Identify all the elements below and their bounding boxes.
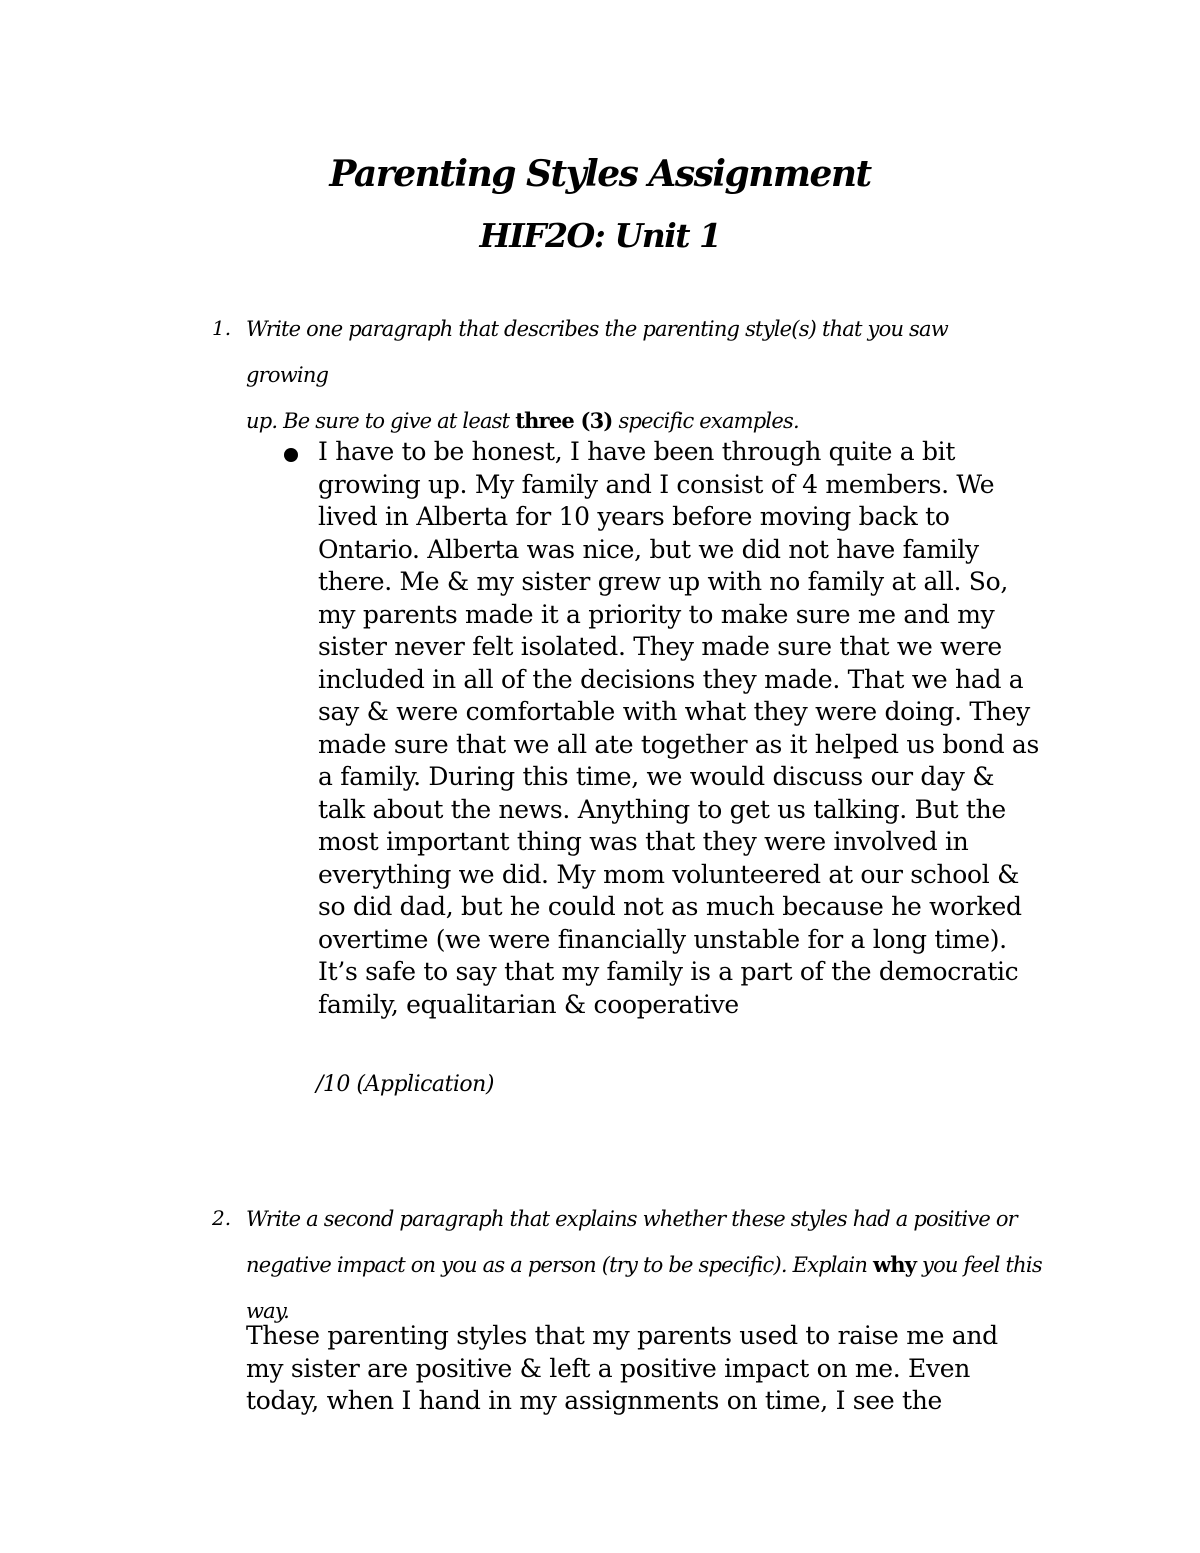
answer-line: sister never felt isolated. They made sure that we were: [318, 632, 1002, 661]
question-2-prompt-line2-end: you feel this: [922, 1253, 1042, 1277]
question-1-number: 1.: [212, 316, 232, 340]
answer-line: These parenting styles that my parents used to raise me and: [246, 1321, 998, 1350]
answer-line: lived in Alberta for 10 years before moving back to: [318, 502, 950, 531]
question-1-prompt-line2-start: up. Be sure to give at least: [246, 409, 510, 433]
document-title: Parenting Styles Assignment: [329, 153, 871, 195]
answer-line: made sure that we all ate together as it helped us bond as: [318, 729, 1040, 759]
question-1-prompt-line1: Write one paragraph that describes the parenting style(s) that you saw growing: [246, 317, 948, 387]
answer-line: talk about the news. Anything to get us talking. But the: [318, 794, 1006, 824]
answer-line: I have to be honest, I have been through quite a bit: [318, 437, 956, 466]
answer-line: family, equalitarian & cooperative: [318, 989, 739, 1019]
answer-line: today, when I hand in my assignments on time, I see the: [246, 1386, 943, 1415]
answer-line: everything we did. My mom volunteered at our school &: [318, 859, 1020, 889]
answer-line: It’s safe to say that my family is a part of the democratic: [318, 957, 1019, 986]
answer-line: there. Me & my sister grew up with no family at all. So,: [318, 567, 1008, 596]
bullet-icon: [284, 448, 298, 462]
answer-line: say & were comfortable with what they were doing. They: [318, 697, 1030, 726]
answer-line: overtime (we were financially unstable for a long time).: [318, 924, 1007, 954]
answer-line: a family. During this time, we would discuss our day &: [318, 762, 995, 791]
question-1-score: /10 (Application): [316, 1072, 494, 1097]
answer-line: included in all of the decisions they made. That we had a: [318, 664, 1024, 694]
question-1-prompt-emphasis: three (3): [515, 408, 613, 433]
question-1-prompt: [246, 306, 1026, 444]
answer-line: my parents made it a priority to make sure me and my: [318, 599, 995, 629]
question-1-prompt-line2-end: specific examples.: [618, 409, 799, 433]
question-2-prompt-line3: way.: [246, 1299, 290, 1323]
answer-line: my sister are positive & left a positive impact on me. Even: [246, 1353, 971, 1383]
question-2-number: 2.: [212, 1206, 232, 1230]
question-2-prompt-emphasis: why: [872, 1252, 917, 1277]
answer-line: so did dad, but he could not as much because he worked: [318, 892, 1022, 921]
answer-line: Ontario. Alberta was nice, but we did not have family: [318, 534, 979, 564]
question-2-prompt: [246, 1196, 1046, 1334]
question-1-answer: [318, 436, 1038, 1021]
answer-line: most important thing was that they were involved in: [318, 827, 969, 856]
question-2-answer: [246, 1320, 1046, 1418]
document-course: HIF2O: Unit 1: [479, 216, 721, 255]
answer-line: growing up. My family and I consist of 4 members. We: [318, 469, 995, 499]
question-2-prompt-line2-start: negative impact on you as a person (try to be specific). Explain: [246, 1253, 868, 1277]
question-2-prompt-line1: Write a second paragraph that explains whether these styles had a positive or: [246, 1207, 1017, 1231]
